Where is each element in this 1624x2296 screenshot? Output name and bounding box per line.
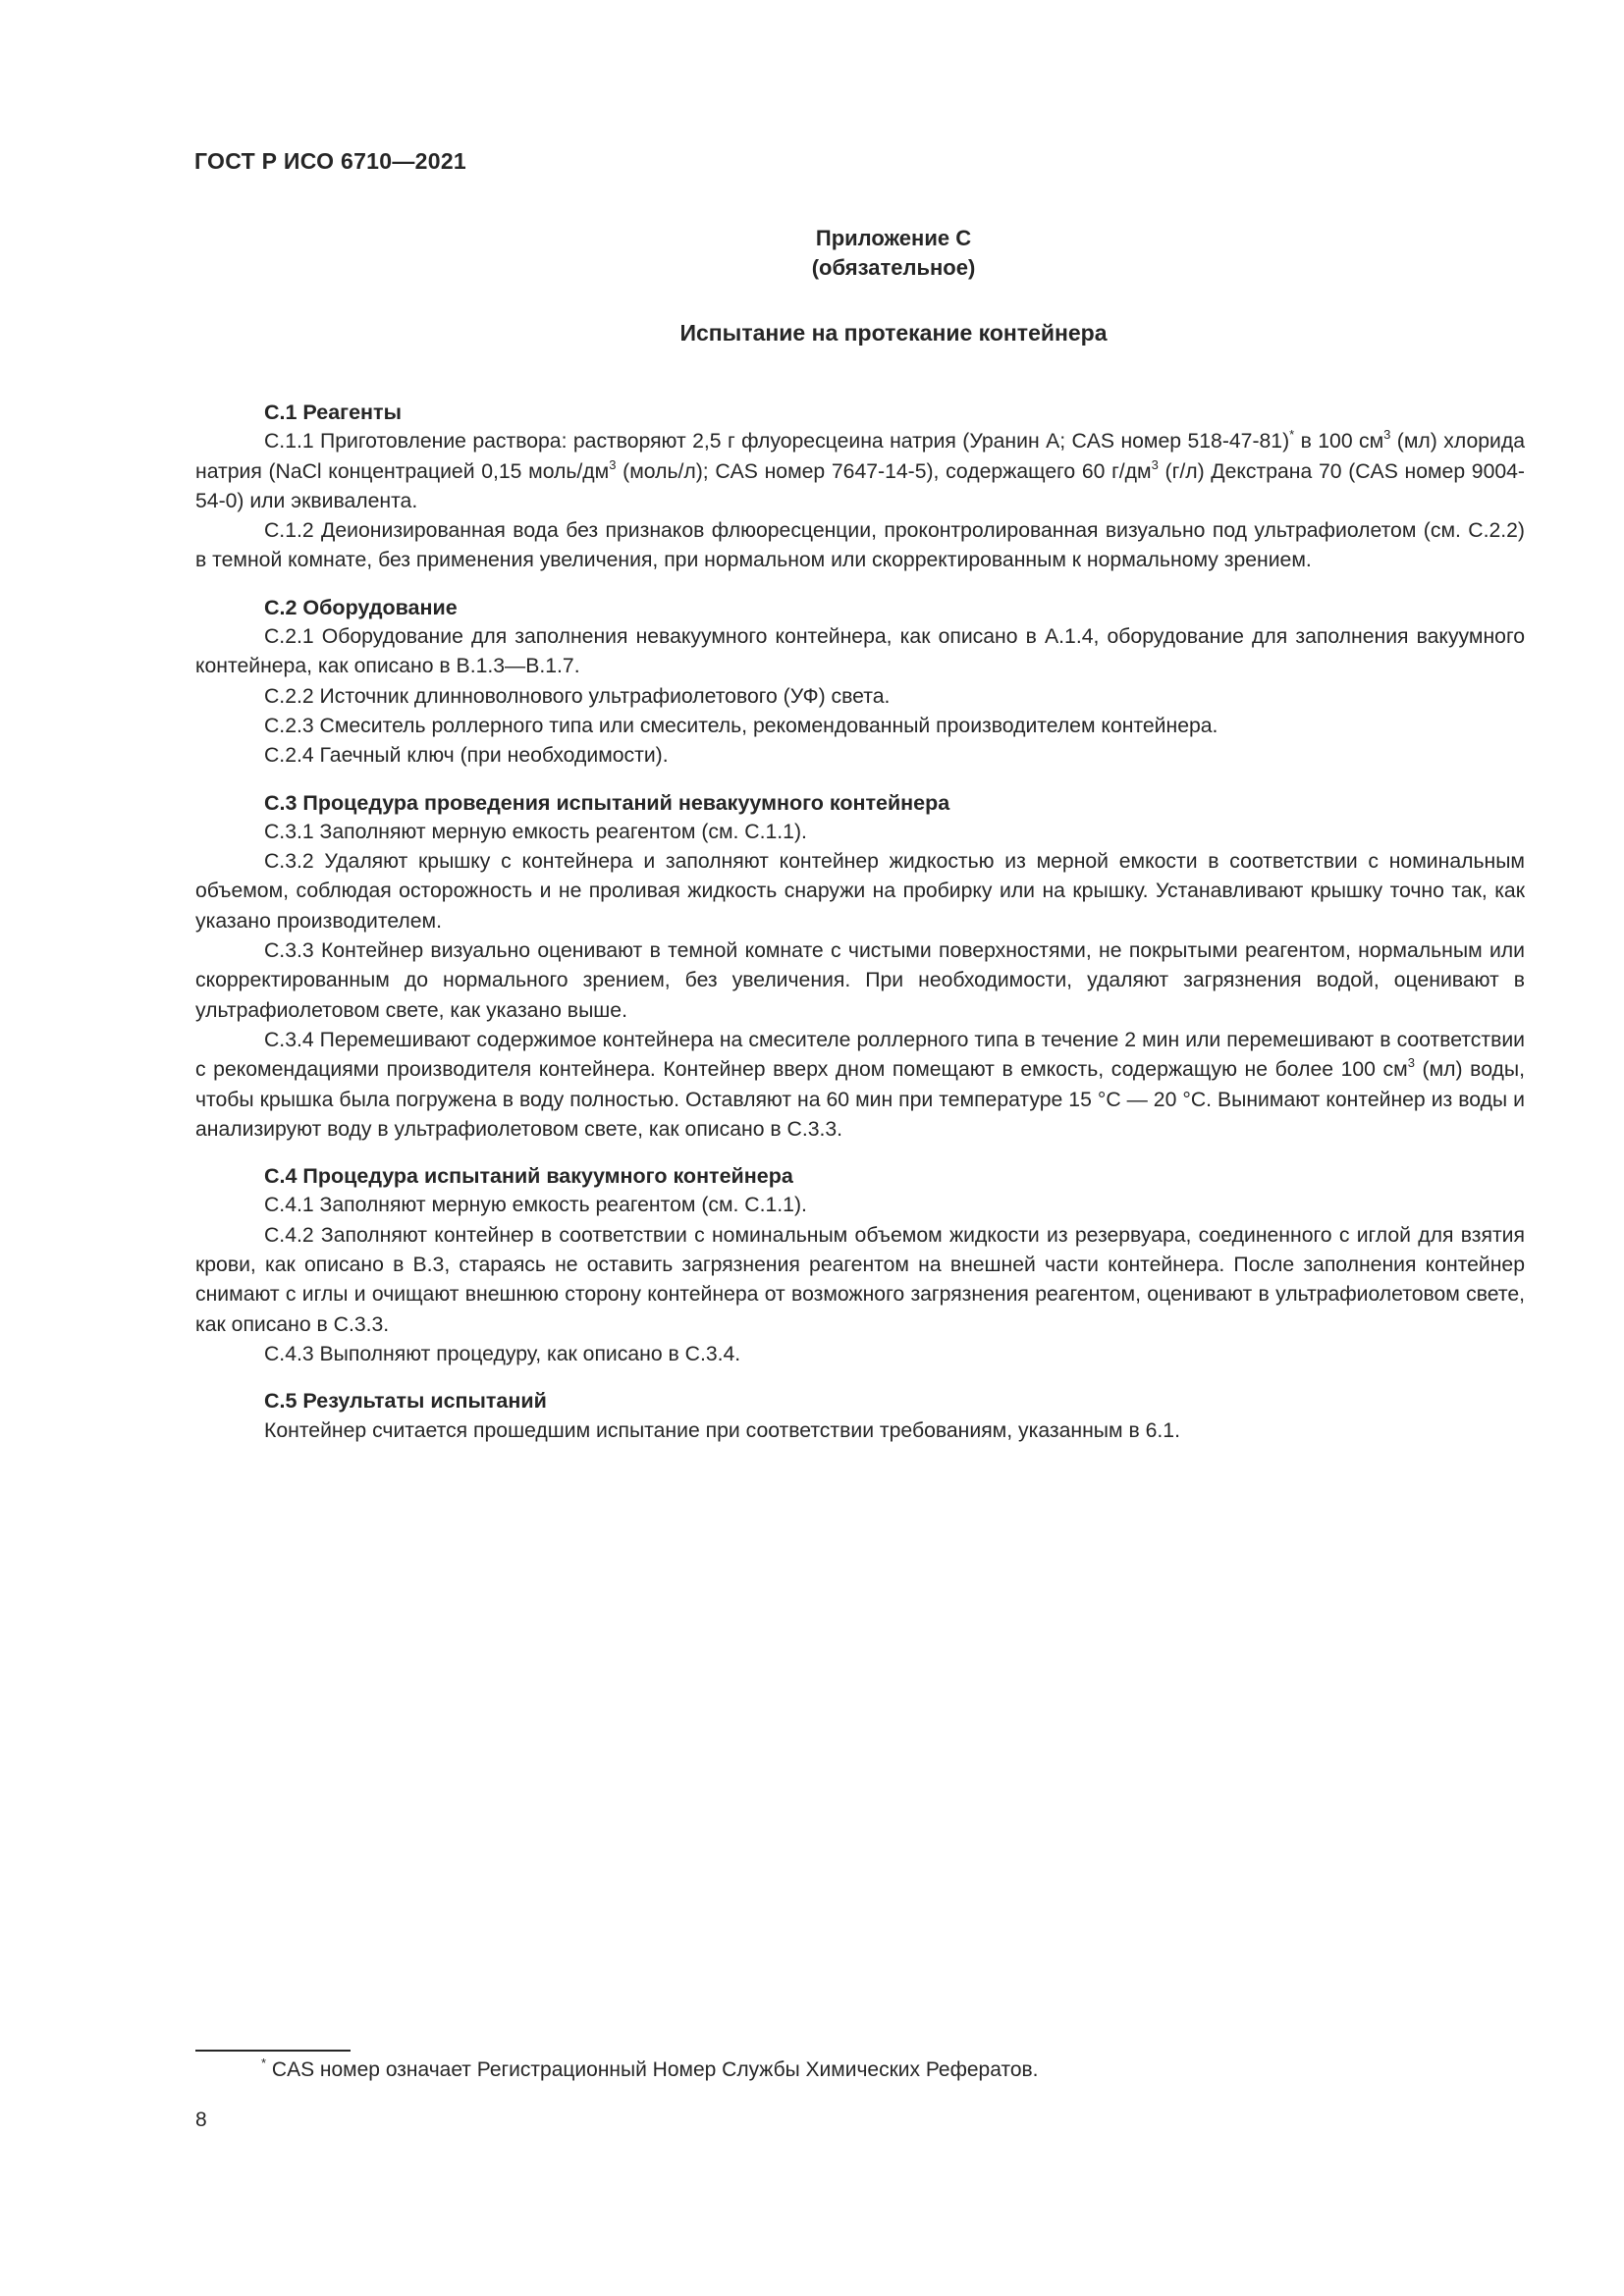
section-heading: С.1 Реагенты [264,400,402,424]
page-number: 8 [195,2109,207,2131]
footnote-ref: * [1289,427,1295,443]
document-body [195,398,1525,1446]
text-run: (мл) воды, чтобы крышка была погружена в воду полностью. Оставляют на 60 мин при температуре 15 °C — 20 °C. Вынимают контейнер из воды и анализируют воду в ультрафиолетовом свете, как описано в С.3.3. [195,1058,1525,1141]
annex-title: Испытание на протекание контейнера [679,320,1108,346]
annex-status: (обязательное) [811,255,976,280]
section-c1 [195,398,1525,576]
text-run: (г/л) Декстрана 70 (CAS номер 9004-54-0) или эквивалента. [195,459,1525,512]
section-heading: С.2 Оборудование [264,595,458,619]
paragraph-c2-1: С.2.1 Оборудование для заполнения невакуумного контейнера, как описано в А.1.4, оборудование для заполнения вакуумного контейнера, как описано в В.1.3—В.1.7. [195,625,1525,678]
footnote-marker: * [261,2056,267,2070]
section-c2 [195,593,1525,772]
section-c4 [195,1161,1525,1369]
paragraph-c2-2: С.2.2 Источник длинноволнового ультрафиолетового (УФ) света. [264,684,891,708]
paragraph-c1-1 [195,427,1525,516]
paragraph-c4-3: С.4.3 Выполняют процедуру, как описано в С.3.4. [264,1342,741,1365]
paragraph-c5-1: Контейнер считается прошедшим испытание при соответствии требованиям, указанным в 6.1. [264,1418,1180,1442]
footnote-separator [195,2050,351,2052]
superscript: 3 [609,456,617,472]
text-run: в 100 см [1294,430,1384,454]
section-heading: С.5 Результаты испытаний [264,1389,547,1414]
paragraph-c4-2: С.4.2 Заполняют контейнер в соответствии с номинальным объемом жидкости из резервуара, соединенного с иглой для взятия крови, как описано в В.3, стараясь не оставить загрязнения реагентом на внешней части контейнера. После заполнения контейнер снимают с иглы и очищают внешнюю сторону контейнера от возможного загрязнения реагентом, оценивают в ультрафиолетовом свете, как описано в С.3.3. [195,1223,1525,1336]
section-c3 [195,788,1525,1146]
annex-label: Приложение С [815,226,972,250]
text-run: (моль/л); CAS номер 7647-14-5), содержащего 60 г/дм [616,459,1152,483]
superscript: 3 [1383,427,1391,443]
section-heading: С.4 Процедура испытаний вакуумного контейнера [264,1164,793,1189]
annex-heading [0,224,1624,283]
paragraph-c4-1: С.4.1 Заполняют мерную емкость реагентом (см. С.1.1). [264,1194,807,1217]
superscript: 3 [1151,456,1159,472]
text-run: (мл) хлорида натрия (NaCl концентрацией 0,15 моль/дм [195,430,1525,483]
paragraph-c1-2: С.1.2 Деионизированная вода без признаков флюоресценции, проконтролированная визуально под ультрафиолетом (см. С.2.2) в темной комнате, без применения увеличения, при нормальном или скорректированным к нормальному зрением. [195,519,1525,572]
section-heading: С.3 Процедура проведения испытаний невакуумного контейнера [264,790,950,815]
paragraph-c2-3: С.2.3 Смеситель роллерного типа или смеситель, рекомендованный производителем контейнера. [264,714,1218,737]
paragraph-c2-4: С.2.4 Гаечный ключ (при необходимости). [264,744,669,768]
standard-code-header: ГОСТ Р ИСО 6710—2021 [194,148,467,174]
text-run: С.1.1 Приготовление раствора: растворяют 2,5 г флуоресцеина натрия (Уранин А; CAS номер 518-47-81) [264,430,1290,454]
paragraph-c3-4 [195,1026,1525,1145]
superscript: 3 [1407,1055,1415,1071]
section-c5 [195,1386,1525,1446]
text-run: С.3.4 Перемешивают содержимое контейнера на смесителе роллерного типа в течение 2 мин или перемешивают в соответствии с рекомендациями производителя контейнера. Контейнер вверх дном помещают в емкость, содержащую не более 100 см [195,1028,1525,1082]
footnote-text: CAS номер означает Регистрационный Номер Службы Химических Рефератов. [266,2058,1039,2081]
paragraph-c3-2: С.3.2 Удаляют крышку с контейнера и заполняют контейнер жидкостью из мерной емкости в соответствии с номинальным объемом, соблюдая осторожность и не проливая жидкость снаружи на пробирку или на крышку. Устанавливают крышку точно так, как указано производителем. [195,850,1525,933]
footnote [261,2058,1039,2082]
paragraph-c3-3: С.3.3 Контейнер визуально оценивают в темной комнате с чистыми поверхностями, не покрытыми реагентом, нормальным или скорректированным до нормального зрением, без увеличения. При необходимости, удаляют загрязнения водой, оценивают в ультрафиолетовом свете, как указано выше. [195,939,1525,1022]
paragraph-c3-1: С.3.1 Заполняют мерную емкость реагентом (см. С.1.1). [264,820,807,843]
